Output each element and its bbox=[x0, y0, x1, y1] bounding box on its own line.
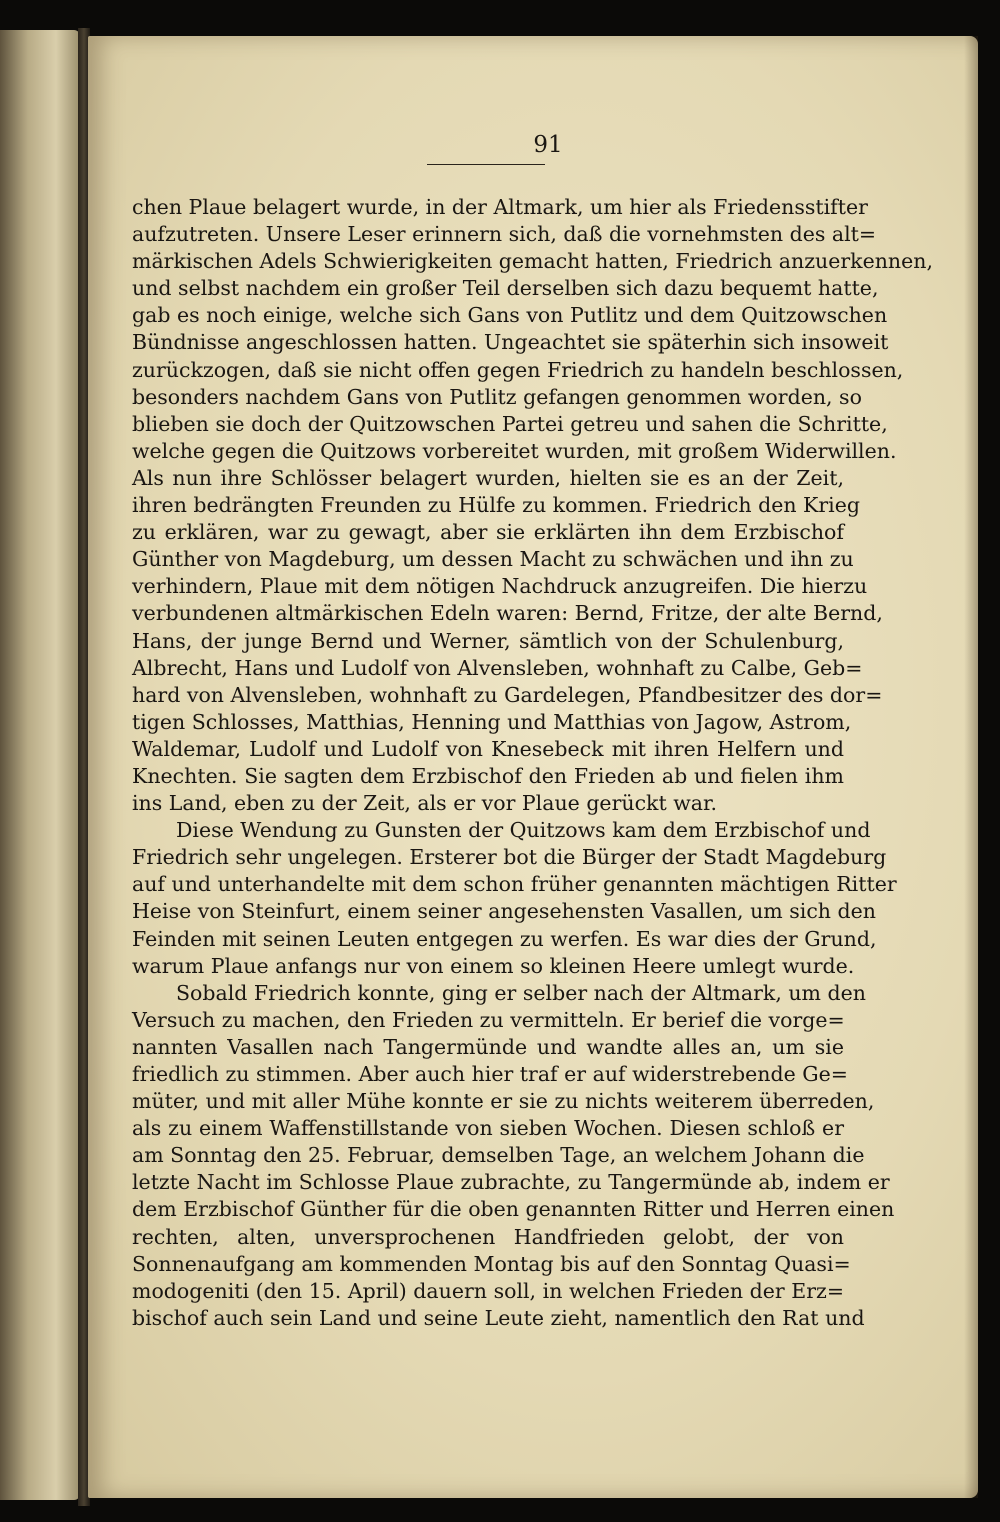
page-header bbox=[88, 132, 978, 158]
text-line: dem Erzbischof Günther für die oben genannten Ritter und Herren einen bbox=[132, 1197, 895, 1222]
text-line: zurückzogen, daß sie nicht offen gegen Friedrich zu handeln beschlossen, bbox=[132, 357, 904, 382]
text-line: auf und unterhandelte mit dem schon früher genannten mächtigen Ritter bbox=[132, 872, 897, 897]
text-line: Albrecht, Hans und Ludolf von Alvensleben, wohnhaft zu Calbe, Geb= bbox=[132, 655, 863, 680]
text-line: Hans, der junge Bernd und Werner, sämtlich von der Schulenburg, bbox=[132, 628, 844, 653]
page-number: 91 bbox=[533, 132, 563, 158]
text-line: verhindern, Plaue mit dem nötigen Nachdruck anzugreifen. Die hierzu bbox=[132, 574, 868, 599]
text-line: welche gegen die Quitzows vorbereitet wurden, mit großem Widerwillen. bbox=[132, 438, 897, 463]
text-line: Heise von Steinfurt, einem seiner angesehensten Vasallen, um sich den bbox=[132, 899, 876, 924]
text-line: letzte Nacht im Schlosse Plaue zubrachte, zu Tangermünde ab, indem er bbox=[132, 1170, 890, 1195]
text-line: müter, und mit aller Mühe konnte er sie zu nichts weiterem überreden, bbox=[132, 1089, 875, 1114]
text-line: Als nun ihre Schlösser belagert wurden, hielten sie es an der Zeit, bbox=[132, 465, 844, 490]
text-line: chen Plaue belagert wurde, in der Altmark, um hier als Friedensstifter bbox=[132, 195, 868, 219]
text-line: aufzutreten. Unsere Leser erinnern sich, daß die vornehmsten des alt= bbox=[132, 222, 877, 247]
book-page bbox=[88, 36, 978, 1498]
facing-page-edge bbox=[0, 30, 80, 1500]
text-line: besonders nachdem Gans von Putlitz gefangen genommen worden, so bbox=[132, 384, 862, 409]
text-line: rechten, alten, unversprochenen Handfrieden gelobt, der von bbox=[132, 1224, 844, 1249]
text-line: Diese Wendung zu Gunsten der Quitzows kam dem Erzbischof und bbox=[176, 818, 871, 843]
body-text bbox=[132, 194, 933, 1332]
text-line: Friedrich sehr ungelegen. Ersterer bot die Bürger der Stadt Magdeburg bbox=[132, 845, 887, 870]
text-line: Sonnenaufgang am kommenden Montag bis auf den Sonntag Quasi= bbox=[132, 1251, 851, 1276]
text-line: verbundenen altmärkischen Edeln waren: Bernd, Fritze, der alte Bernd, bbox=[132, 601, 883, 626]
text-line: Feinden mit seinen Leuten entgegen zu werfen. Es war dies der Grund, bbox=[132, 926, 877, 951]
text-line: gab es noch einige, welche sich Gans von Putlitz und dem Quitzowschen bbox=[132, 303, 888, 328]
text-line: zu erklären, war zu gewagt, aber sie erklärten ihn dem Erzbischof bbox=[132, 520, 844, 545]
text-line: warum Plaue anfangs nur von einem so kleinen Heere umlegt wurde. bbox=[132, 953, 855, 978]
text-line: Knechten. Sie sagten dem Erzbischof den Frieden ab und fielen ihm bbox=[132, 763, 844, 788]
text-line: blieben sie doch der Quitzowschen Partei getreu und sahen die Schritte, bbox=[132, 411, 888, 436]
text-line: märkischen Adels Schwierigkeiten gemacht hatten, Friedrich anzuerkennen, bbox=[132, 249, 933, 274]
text-line: tigen Schlosses, Matthias, Henning und Matthias von Jagow, Astrom, bbox=[132, 709, 852, 734]
page-edge-shadow bbox=[964, 36, 978, 1498]
text-line: ins Land, eben zu der Zeit, als er vor Plaue gerückt war. bbox=[132, 791, 718, 816]
header-rule bbox=[427, 164, 545, 165]
text-line: am Sonntag den 25. Februar, demselben Tage, an welchem Johann die bbox=[132, 1143, 865, 1168]
text-line: Versuch zu machen, den Frieden zu vermitteln. Er berief die vorge= bbox=[132, 1007, 845, 1032]
text-line: friedlich zu stimmen. Aber auch hier traf er auf widerstrebende Ge= bbox=[132, 1062, 848, 1086]
text-line: als zu einem Waffenstillstande von sieben Wochen. Diesen schloß er bbox=[132, 1116, 844, 1141]
text-line: Günther von Magdeburg, um dessen Macht zu schwächen und ihn zu bbox=[132, 547, 854, 572]
text-line: Sobald Friedrich konnte, ging er selber nach der Altmark, um den bbox=[176, 980, 866, 1005]
text-line: Waldemar, Ludolf und Ludolf von Knesebeck mit ihren Helfern und bbox=[132, 736, 844, 761]
text-line: Bündnisse angeschlossen hatten. Ungeachtet sie späterhin sich insoweit bbox=[132, 330, 889, 355]
text-line: ihren bedrängten Freunden zu Hülfe zu kommen. Friedrich den Krieg bbox=[132, 493, 860, 518]
text-line: hard von Alvensleben, wohnhaft zu Gardelegen, Pfandbesitzer des dor= bbox=[132, 682, 883, 707]
text-line: und selbst nachdem ein großer Teil derselben sich dazu bequemt hatte, bbox=[132, 276, 879, 301]
text-line: bischof auch sein Land und seine Leute zieht, namentlich den Rat und bbox=[132, 1305, 865, 1330]
text-line: nannten Vasallen nach Tangermünde und wandte alles an, um sie bbox=[132, 1034, 844, 1059]
text-line: modogeniti (den 15. April) dauern soll, in welchen Frieden der Erz= bbox=[132, 1278, 844, 1303]
